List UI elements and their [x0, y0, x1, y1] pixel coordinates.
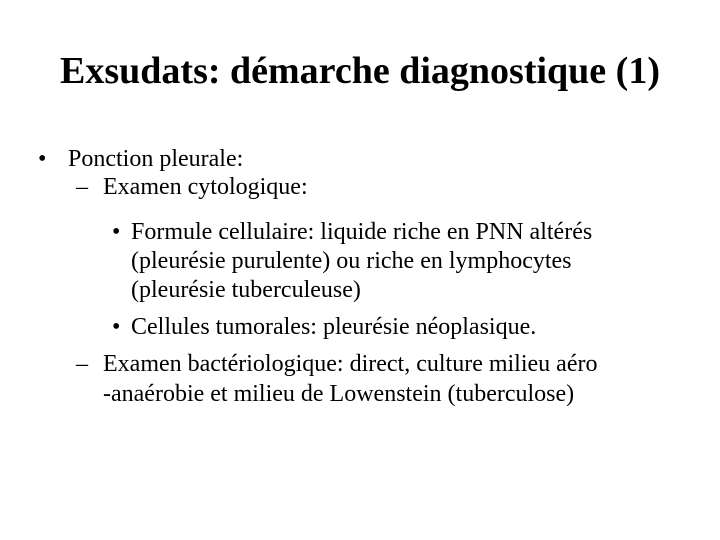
- sub-bullet-marker: –: [76, 174, 88, 200]
- sub-sub-bullet-text-tumorales: Cellules tumorales: pleurésie néoplasique.: [131, 314, 537, 340]
- sub-sub-bullet-text-formule-line3: (pleurésie tuberculeuse): [131, 277, 361, 303]
- sub-bullet-marker: –: [76, 351, 88, 377]
- sub-bullet-text-bacteriologique-line2: -anaérobie et milieu de Lowenstein (tuberculose): [103, 381, 575, 407]
- slide-title: Exsudats: démarche diagnostique (1): [60, 50, 660, 92]
- sub-sub-bullet-text-formule-line1: Formule cellulaire: liquide riche en PNN altérés: [131, 219, 593, 245]
- bullet-marker: •: [38, 146, 47, 172]
- sub-sub-bullet-marker: •: [112, 314, 121, 340]
- bullet-text-ponction: Ponction pleurale:: [68, 146, 244, 172]
- sub-sub-bullet-text-formule-line2: (pleurésie purulente) ou riche en lymphocytes: [131, 248, 572, 274]
- sub-sub-bullet-marker: •: [112, 219, 121, 245]
- sub-bullet-text-cytologique: Examen cytologique:: [103, 174, 308, 200]
- sub-bullet-text-bacteriologique-line1: Examen bactériologique: direct, culture milieu aéro: [103, 351, 598, 377]
